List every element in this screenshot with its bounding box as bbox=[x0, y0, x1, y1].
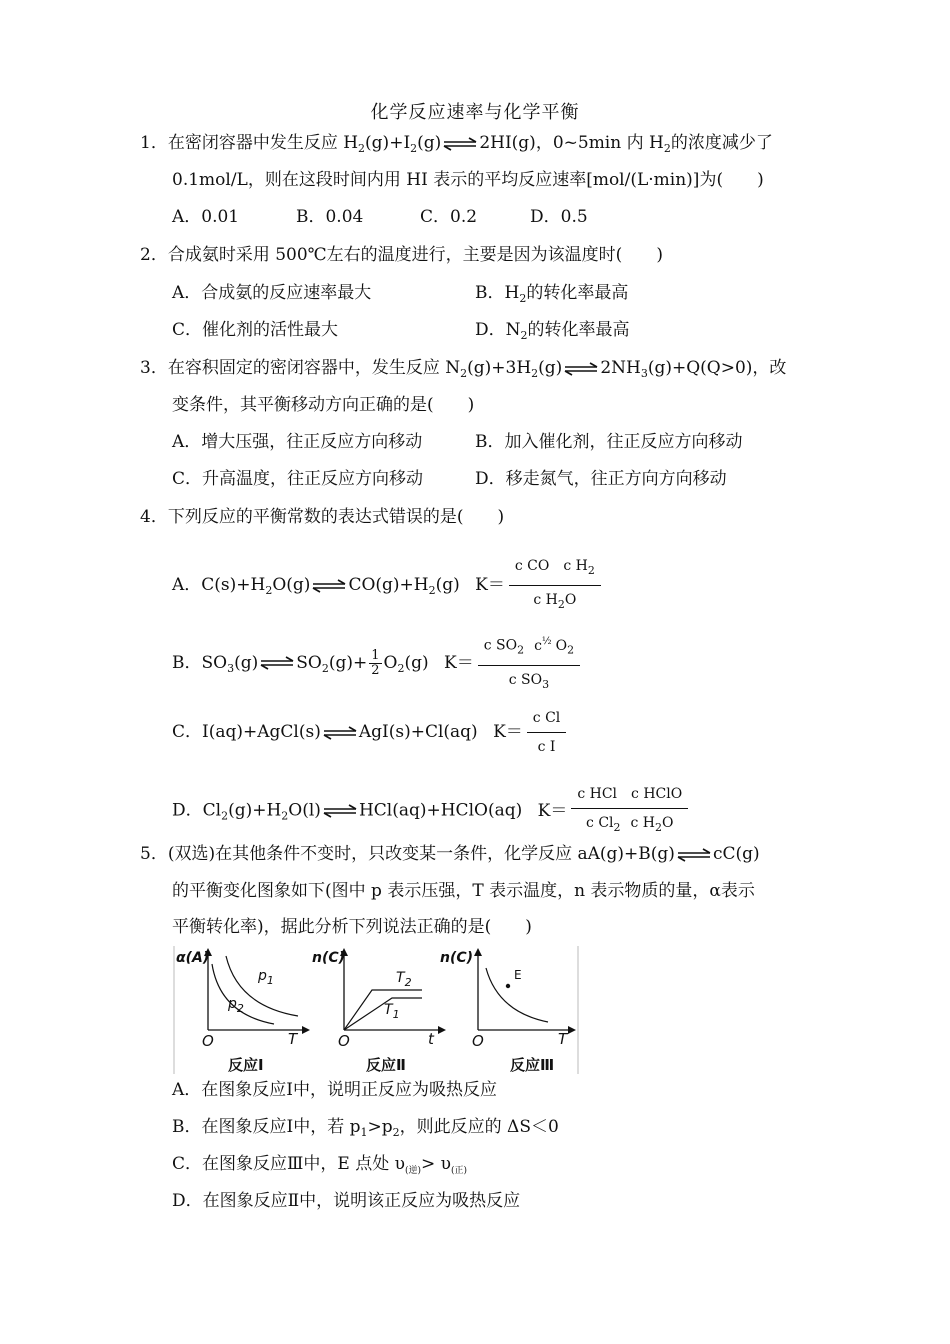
equilibrium-arrow-icon bbox=[564, 362, 598, 376]
point-e bbox=[506, 984, 510, 988]
page-title: 化学反应速率与化学平衡 bbox=[370, 102, 580, 123]
fig2-t2-text: T bbox=[396, 970, 405, 986]
q4-d-text: D．Cl bbox=[172, 800, 222, 821]
q4-b-text: (g) bbox=[404, 652, 429, 673]
q5-option-c-sub: (逆) bbox=[404, 1166, 421, 1176]
q2-option-b[interactable]: B．$H_2$的转化率最高 bbox=[475, 283, 629, 305]
figure-3-graph bbox=[474, 948, 576, 1034]
fraction-denominator: c SO bbox=[508, 671, 543, 688]
q4-stem: 4．下列反应的平衡常数的表达式错误的是( ) bbox=[140, 507, 505, 527]
q2-option-d-text: 的转化率最高 bbox=[527, 320, 630, 340]
q3-option-c[interactable]: C．升高温度，往正反应方向移动 bbox=[172, 469, 424, 489]
q4-d-text: HCl(aq)+HClO(aq) bbox=[358, 800, 523, 821]
q3-stem-line2: 变条件，其平衡移动方向正确的是( ) bbox=[172, 395, 475, 415]
fig3-origin: O bbox=[472, 1032, 484, 1050]
fraction-denominator: c I bbox=[537, 739, 556, 755]
half-denominator: 2 bbox=[371, 662, 380, 678]
q5-option-c[interactable] bbox=[172, 1152, 467, 1183]
q2-option-a[interactable]: A．合成氨的反应速率最大 bbox=[172, 283, 372, 303]
figure-2-graph bbox=[340, 948, 446, 1034]
k-symbol: K＝ bbox=[444, 652, 474, 673]
fig1-p1-text: p bbox=[258, 968, 267, 984]
q4-a-text: CO(g)+H bbox=[348, 575, 429, 595]
q4-option-d[interactable]: D．$Cl_2(g)+H_2O(l)$ HCl(aq)+HClO(aq) K＝ $\frac{\text{c HCl c HClO}}{c Cl_2 c H_2O}$ bbox=[172, 782, 688, 840]
q5-option-c-text: C．在图象反应Ⅲ中，E 点处 υ bbox=[172, 1154, 405, 1174]
q4-b-text: (g)+ bbox=[328, 652, 368, 673]
fraction-numerator: c bbox=[534, 637, 542, 654]
q3-text: 3．在容积固定的密闭容器中，发生反应 N bbox=[140, 358, 461, 378]
q4-b-text: B．SO bbox=[172, 652, 228, 673]
equilibrium-arrow-icon bbox=[443, 137, 477, 151]
q1-option-a[interactable]: A．0.01 bbox=[172, 207, 240, 227]
fraction-denominator: O bbox=[564, 592, 577, 608]
fraction-denominator: O bbox=[662, 815, 674, 831]
q3-text: 2NH bbox=[600, 358, 641, 378]
half-fraction bbox=[369, 649, 381, 678]
q2-option-b-text: B．H bbox=[475, 283, 520, 303]
fig2-t2-sub: 2 bbox=[404, 976, 412, 989]
q5-option-c-text: > υ bbox=[420, 1154, 451, 1174]
q4-option-c[interactable] bbox=[172, 706, 566, 759]
equilibrium-arrow-icon bbox=[323, 726, 357, 740]
fraction-numerator: c SO bbox=[483, 637, 518, 654]
q5-figures bbox=[172, 946, 582, 1074]
equilibrium-arrow-icon bbox=[312, 579, 346, 593]
k-symbol: K＝ bbox=[493, 722, 523, 742]
k-fraction: $\frac{\text{c HCl c HClO}}{c Cl_2 c H_2O}$ bbox=[571, 782, 688, 840]
fig2-ylabel: n(C) bbox=[312, 950, 346, 966]
q1-stem-line1: 1．在密闭容器中发生反应 $H_2(g)+I_2(g)$ 2HI(g)，0~5min 内 $H_2$的浓度减少了 bbox=[140, 133, 773, 155]
q1-option-b[interactable]: B．0.04 bbox=[296, 207, 364, 227]
fraction-numerator: O bbox=[555, 637, 568, 654]
fig3-ylabel: n(C) bbox=[440, 950, 474, 966]
q5-option-c-sub: (正) bbox=[450, 1166, 467, 1176]
q1-option-c[interactable]: C．0.2 bbox=[420, 207, 478, 227]
q5-option-d[interactable]: D．在图象反应Ⅱ中，说明该正反应为吸热反应 bbox=[172, 1191, 521, 1211]
line-t2 bbox=[344, 990, 422, 1030]
fig3-e-label: E bbox=[514, 968, 522, 982]
q2-option-b-text: 的转化率最高 bbox=[526, 283, 629, 303]
q2-option-d-text: D．N bbox=[475, 320, 521, 340]
k-fraction: $\frac{c CO c H_2}{c H_2O}$ bbox=[509, 554, 601, 617]
equilibrium-arrow-icon bbox=[677, 848, 711, 862]
fig1-ylabel: α(A) bbox=[176, 950, 210, 966]
k-fraction bbox=[527, 706, 566, 759]
fig3-xlabel: T bbox=[558, 1030, 568, 1048]
fig2-t1-text: T bbox=[384, 1002, 393, 1018]
fraction-denominator: c H bbox=[533, 592, 558, 608]
q1-text: (g)+I bbox=[365, 133, 411, 153]
fig2-t2-label bbox=[396, 970, 412, 989]
q1-option-d[interactable]: D．0.5 bbox=[530, 207, 588, 227]
q3-text: (g)+Q(Q>0)，改 bbox=[647, 358, 787, 378]
q2-stem: 2．合成氨时采用 500℃左右的温度进行，主要是因为该温度时( ) bbox=[140, 245, 663, 265]
q1-text: (g) bbox=[417, 133, 442, 153]
fig2-origin: O bbox=[338, 1032, 350, 1050]
q5-option-b-text: B．在图象反应Ⅰ中，若 p bbox=[172, 1117, 361, 1137]
fraction-numerator: c CO c H bbox=[514, 558, 588, 574]
q3-text: (g)+3H bbox=[467, 358, 532, 378]
half-numerator: 1 bbox=[371, 647, 380, 663]
fraction-denominator: c H bbox=[630, 815, 656, 831]
q3-option-d[interactable]: D．移走氮气，往正方向方向移动 bbox=[475, 469, 727, 489]
fig3-caption: 反应Ⅲ bbox=[510, 1056, 555, 1074]
q4-c-text: C．I(aq)+AgCl(s) bbox=[172, 722, 321, 742]
q5-option-b-text: ，则此反应的 ΔS＜0 bbox=[399, 1117, 559, 1137]
q3-stem-line1: 3．在容积固定的密闭容器中，发生反应 $N_2(g)+3H_2(g)$ $2NH_3(g)+Q(Q>0)$，改 bbox=[140, 358, 787, 380]
fig1-caption: 反应Ⅰ bbox=[228, 1056, 264, 1074]
q4-b-text: (g) bbox=[234, 652, 259, 673]
q4-a-text: (g) bbox=[435, 575, 460, 595]
fig2-t1-sub: 1 bbox=[392, 1008, 400, 1021]
fig1-p2-text: p bbox=[228, 996, 237, 1012]
fig2-xlabel: t bbox=[428, 1030, 434, 1048]
fig2-caption: 反应Ⅱ bbox=[366, 1056, 406, 1074]
q5-option-b[interactable]: B．在图象反应Ⅰ中，若 $p_1>p_2$，则此反应的 ΔS＜0 bbox=[172, 1117, 559, 1139]
q4-a-text: A．C(s)+H bbox=[172, 575, 266, 595]
equilibrium-arrow-icon bbox=[260, 656, 294, 670]
fig1-xlabel: T bbox=[288, 1030, 298, 1048]
fig2-t1-label bbox=[384, 1002, 400, 1021]
q4-a-text: O(g) bbox=[272, 575, 311, 595]
q5-option-a[interactable]: A．在图象反应Ⅰ中，说明正反应为吸热反应 bbox=[172, 1080, 497, 1100]
q5-stem-line1 bbox=[140, 842, 760, 866]
q4-d-text: O(l) bbox=[288, 800, 321, 821]
q4-option-a[interactable]: A．$C(s)+H_2O(g)$ $CO(g)+H_2(g)$ K＝ $\frac{c CO c H_2}{c H_2O}$ bbox=[172, 554, 601, 617]
figure-1-graph bbox=[204, 948, 310, 1034]
q1-text: 1．在密闭容器中发生反应 H bbox=[140, 133, 359, 153]
q4-c-text: AgI(s)+Cl(aq) bbox=[358, 722, 478, 742]
k-symbol: K＝ bbox=[537, 800, 568, 821]
q4-b-text: O bbox=[383, 652, 398, 673]
fig1-p1-sub: 1 bbox=[266, 974, 274, 987]
q5-text: cC(g) bbox=[712, 844, 760, 864]
q4-b-text: SO bbox=[296, 652, 322, 673]
q5-text: 5．(双选)在其他条件不变时，只改变某一条件，化学反应 aA(g)+B(g) bbox=[140, 844, 675, 864]
q2-option-c[interactable]: C．催化剂的活性最大 bbox=[172, 320, 339, 340]
q1-text: 2HI(g)，0~5min 内 H bbox=[479, 133, 664, 153]
q3-text: (g) bbox=[538, 358, 563, 378]
q1-stem-line2: 0.1mol/L，则在这段时间内用 HI 表示的平均反应速率[mol/(L·min)]为( ) bbox=[172, 170, 764, 190]
fig1-origin: O bbox=[202, 1032, 214, 1050]
fraction-numerator: c Cl bbox=[527, 706, 566, 733]
k-fraction: $\frac{c SO_2 c^{\frac{1}{2}} O_2}{c SO_3}$ bbox=[478, 630, 580, 697]
q5-stem-line3: 平衡转化率)，据此分析下列说法正确的是( ) bbox=[172, 917, 532, 937]
q2-option-d[interactable]: D．$N_2$的转化率最高 bbox=[475, 320, 630, 342]
fig1-p1-label bbox=[258, 968, 274, 987]
q5-option-b-text: >p bbox=[367, 1117, 393, 1137]
fig1-p2-label bbox=[228, 996, 244, 1015]
fraction-denominator: c Cl bbox=[586, 815, 614, 831]
k-symbol: K＝ bbox=[475, 575, 505, 595]
fraction-numerator: c HCl c HClO bbox=[571, 782, 688, 809]
q5-stem-line2: 的平衡变化图象如下(图中 p 表示压强，T 表示温度，n 表示物质的量，α表示 bbox=[172, 881, 755, 901]
q3-option-b[interactable]: B．加入催化剂，往正反应方向移动 bbox=[475, 432, 743, 452]
equilibrium-arrow-icon bbox=[323, 804, 357, 818]
q1-text: 的浓度减少了 bbox=[670, 133, 773, 153]
fig1-p2-sub: 2 bbox=[236, 1002, 244, 1015]
q4-d-text: (g)+H bbox=[228, 800, 282, 821]
q4-option-b[interactable]: B．$SO_3(g)$ $SO_2(g)+$ $\frac{1}{2}$ $O_2(g)$ K＝ $\frac{c SO_2 c^{\frac{1}{2}} O_2}{c SO_3}$ bbox=[172, 630, 580, 697]
q3-option-a[interactable]: A．增大压强，往正反应方向移动 bbox=[172, 432, 423, 452]
